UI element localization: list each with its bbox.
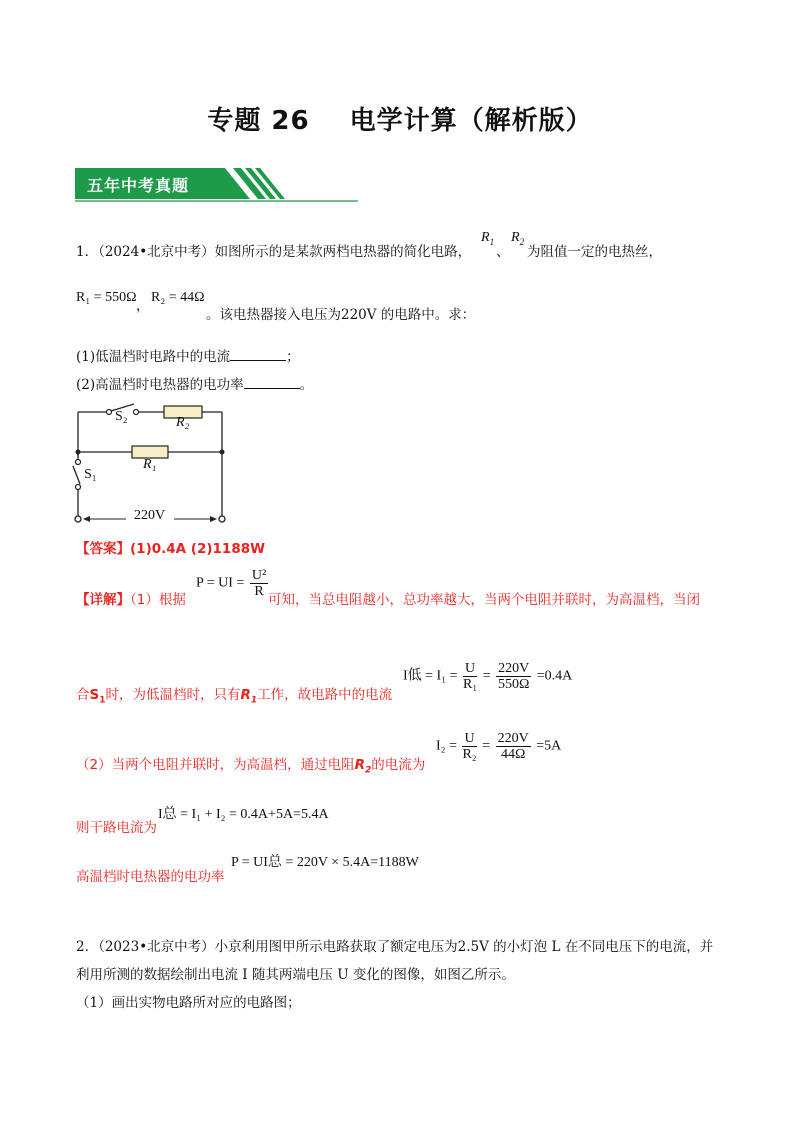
label-r1: R₁: [143, 457, 157, 472]
title-topic-name: 电学计算（解析版）: [349, 106, 593, 136]
eq-low-lhs: I低 = I₁ =: [403, 668, 458, 684]
q1-part1: [76, 345, 300, 365]
eq-i2-lhs: I₂ =: [436, 738, 457, 754]
detail-2a: 合: [76, 687, 90, 703]
detail-1b: 可知，当总电阻越小，总功率越大，当两个电阻并联时，为高温档，当闭: [268, 592, 700, 608]
title-topic-number: 专题 26: [207, 106, 310, 136]
q1-intro-b: 为阻值一定的电热丝，: [527, 244, 662, 260]
eq-i2-current: [436, 731, 561, 762]
eq-low-den2: 550Ω: [497, 677, 530, 692]
eq-i2-equals: =: [482, 738, 491, 754]
section-banner: [75, 168, 265, 199]
eq-low-den1: R₁: [463, 677, 478, 692]
q1-part1-end: ；: [286, 349, 300, 365]
detail-2b: 时，为低温档时，只有: [105, 687, 241, 703]
detail-line2: 合$S_1$时，为低温档时，只有$R_1$工作，故电路中的电流: [76, 687, 393, 706]
eq-i2-result: =5A: [536, 738, 562, 754]
q1-part1-text: (1)低温档时电路中的电流: [76, 349, 231, 365]
q1-part2-text: (2)高温档时电热器的电功率: [76, 377, 244, 393]
q1-answer: [76, 537, 265, 557]
detail-4: 则干路电流为: [76, 820, 157, 836]
label-voltage: 220V: [134, 508, 166, 523]
eq-low-current: [403, 661, 572, 692]
label-s1: S₁: [84, 467, 97, 482]
banner-label: 五年中考真题: [87, 176, 190, 195]
eq-i2-num2: 220V: [497, 731, 529, 746]
q1-separator: 、: [496, 244, 510, 260]
label-r2: R₂: [176, 415, 190, 430]
answer-label: 【答案】: [76, 541, 130, 557]
eq-power-formula: [196, 568, 270, 599]
eq-power-den: R: [254, 584, 264, 599]
q1-part2-end: 。: [299, 377, 314, 393]
q1-r2-symbol: $R_2$: [511, 230, 525, 247]
terminal-right: [219, 516, 225, 522]
eq-total-current: I总 = I₁ + I₂ = 0.4A+5A=5.4A: [158, 807, 329, 822]
q1-part2-blank[interactable]: [244, 376, 300, 389]
q2-line3: （1）画出实物电路所对应的电路图；: [76, 995, 301, 1011]
detail-3b: 的电流为: [371, 757, 426, 773]
q1-comma: ，: [136, 298, 150, 314]
eq-power-high: P = UI总 = 220V × 5.4A=1188W: [231, 855, 419, 870]
q1-detail-label-line: [76, 588, 186, 608]
q1-intro-a: 1．（2024•北京中考）如图所示的是某款两档电热器的简化电路，: [76, 244, 472, 260]
q1-r2-value: R₂ = 44Ω: [151, 290, 205, 305]
eq-power-num: U²: [251, 568, 267, 583]
eq-low-num1: U: [463, 661, 477, 677]
eq-power-lhs: P = UI =: [196, 575, 245, 591]
detail-3a: （2）当两个电阻并联时，为高温档，通过电阻: [76, 757, 355, 773]
eq-i2-den1: R₂: [462, 747, 477, 762]
eq-low-equals: =: [482, 668, 491, 684]
q2-line1: 2．（2023•北京中考）小京利用图甲所示电路获取了额定电压为2.5V 的小灯泡 L 在不同电压下的电流，并: [76, 939, 714, 955]
detail-2c: 工作，故电路中的电流: [257, 687, 393, 703]
detail-label: 【详解】: [76, 592, 130, 608]
detail-5: 高温档时电热器的电功率: [76, 869, 225, 885]
detail-line3: （2）当两个电阻并联时，为高温档，通过电阻$R_2$的电流为: [76, 757, 426, 776]
page-title: [0, 100, 800, 137]
q1-r1-value: R₁ = 550Ω: [76, 290, 137, 305]
detail-1a: （1）根据: [130, 592, 186, 608]
eq-i2-num1: U: [462, 731, 476, 747]
q1-part1-blank[interactable]: [230, 348, 286, 361]
eq-i2-den2: 44Ω: [500, 747, 526, 762]
q1-part2: [76, 373, 313, 393]
eq-low-num2: 220V: [498, 661, 530, 676]
q1-r1-symbol: $R_1$: [481, 230, 495, 247]
eq-low-result: =0.4A: [536, 668, 573, 684]
terminal-left: [75, 516, 81, 522]
answer-text: (1)0.4A (2)1188W: [130, 541, 265, 557]
label-s2: S₂: [115, 409, 128, 424]
q1-intro-c: 。该电热器接入电压为220V 的电路中。求：: [206, 307, 476, 323]
q2-line2: 利用所测的数据绘制出电流 I 随其两端电压 U 变化的图像，如图乙所示。: [76, 967, 515, 983]
q1-intro-line1: [76, 240, 471, 260]
